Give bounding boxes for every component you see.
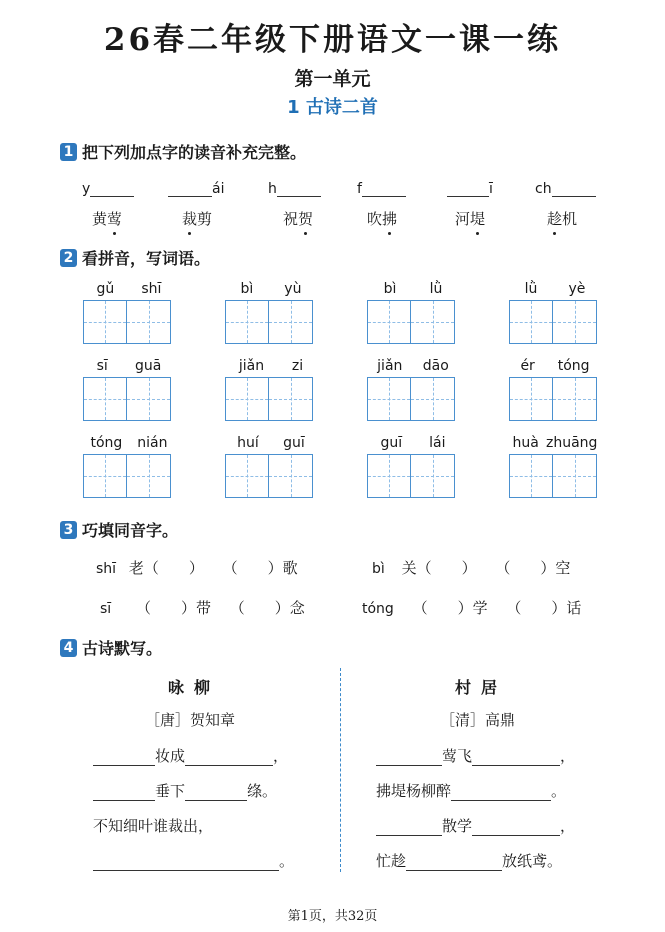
poem2-line-4: 忙趁 放纸鸢。 (376, 852, 563, 870)
q1-word-2: 裁剪 (182, 210, 213, 228)
lesson-title: 1 古诗二首 (287, 97, 378, 118)
q3-row-2-left: sī （ ）带 （ ）念 (100, 599, 305, 617)
q1-title: 把下列加点字的读音补充完整。 (82, 143, 307, 162)
q2-item: jiǎn zi (225, 358, 317, 421)
q2-item: ér tóng (509, 358, 601, 421)
poem2-line-1: 莺飞 ， (376, 745, 575, 766)
writing-cell[interactable] (509, 300, 553, 344)
writing-cell[interactable] (553, 454, 597, 498)
page-title: 26春二年级下册语文一课一练 (103, 22, 562, 58)
poem2-author: ［清］高鼎 (440, 711, 516, 729)
q2-number: 2 (60, 249, 77, 267)
q1-word-5: 河堤 (455, 210, 486, 228)
page-footer: 第1页，共32页 (287, 909, 378, 924)
q2-item: sī guā (83, 358, 175, 421)
q3-heading (60, 518, 178, 541)
writing-cell[interactable] (509, 377, 553, 421)
poem1-author: ［唐］贺知章 (145, 711, 236, 729)
writing-cell[interactable] (127, 454, 171, 498)
unit-title: 第一单元 (294, 68, 371, 90)
poem2-line-2: 拂堤杨柳醉 。 (376, 782, 567, 800)
q1-pinyin-5: ī (447, 181, 493, 197)
writing-cell[interactable] (225, 377, 269, 421)
poem-divider (340, 668, 341, 872)
q1-pinyin-2: ái (168, 181, 224, 197)
poem1-line-3: 不知细叶谁裁出， (93, 817, 214, 835)
writing-cell[interactable] (411, 300, 455, 344)
writing-cell[interactable] (269, 454, 313, 498)
q4-heading (60, 636, 162, 659)
q3-row-1-right: bì 关（ ） （ ）空 (372, 559, 571, 577)
writing-cell[interactable] (127, 300, 171, 344)
writing-cell[interactable] (269, 377, 313, 421)
poem1-line-4: 。 (93, 850, 294, 871)
q2-item: lǜ yè (509, 281, 601, 344)
poem1-line-2: 垂下 绦。 (93, 780, 277, 801)
writing-cell[interactable] (127, 377, 171, 421)
q3-row-2-right: tóng （ ）学 （ ）话 (362, 599, 582, 617)
q2-title: 看拼音，写词语。 (82, 249, 211, 268)
q3-title: 巧填同音字。 (82, 521, 179, 540)
writing-cell[interactable] (509, 454, 553, 498)
writing-cell[interactable] (367, 377, 411, 421)
q3-row-1-left: shī 老（ ） （ ）歌 (96, 559, 298, 577)
writing-cell[interactable] (83, 454, 127, 498)
poem2-line-3: 散学 ， (376, 815, 575, 836)
writing-cell[interactable] (83, 377, 127, 421)
q2-item: huí guī (225, 435, 317, 498)
q1-word-1: 黄莺 (92, 210, 123, 228)
writing-cell[interactable] (411, 454, 455, 498)
q1-pinyin-1: y (82, 181, 134, 197)
writing-cell[interactable] (367, 300, 411, 344)
writing-cell[interactable] (269, 300, 313, 344)
writing-cell[interactable] (411, 377, 455, 421)
writing-cell[interactable] (225, 300, 269, 344)
writing-cell[interactable] (225, 454, 269, 498)
q2-heading (60, 246, 210, 269)
q2-item: jiǎn dāo (367, 358, 459, 421)
q3-number: 3 (60, 521, 77, 539)
poem1-line-1: 妆成 ， (93, 745, 288, 766)
writing-cell[interactable] (367, 454, 411, 498)
poem2-title: 村居 (455, 678, 508, 697)
writing-cell[interactable] (83, 300, 127, 344)
q4-number: 4 (60, 639, 77, 657)
q2-item: guī lái (367, 435, 459, 498)
q1-number: 1 (60, 143, 77, 161)
q2-item: gǔ shī (83, 281, 175, 344)
q2-item: bì yù (225, 281, 317, 344)
poem1-title: 咏柳 (168, 678, 221, 697)
writing-cell[interactable] (553, 377, 597, 421)
q1-word-6: 趁机 (547, 210, 578, 228)
q1-word-4: 吹拂 (367, 210, 398, 228)
q1-pinyin-4: f (357, 181, 406, 197)
q1-pinyin-3: h (268, 181, 321, 197)
q2-item: bì lǜ (367, 281, 459, 344)
q1-pinyin-6: ch (535, 181, 596, 197)
q1-heading (60, 140, 306, 163)
q4-title: 古诗默写。 (82, 639, 163, 658)
writing-cell[interactable] (553, 300, 597, 344)
q2-item: huà zhuāng (509, 435, 601, 498)
q2-item: tóng nián (83, 435, 175, 498)
q1-word-3: 祝贺 (283, 210, 314, 228)
